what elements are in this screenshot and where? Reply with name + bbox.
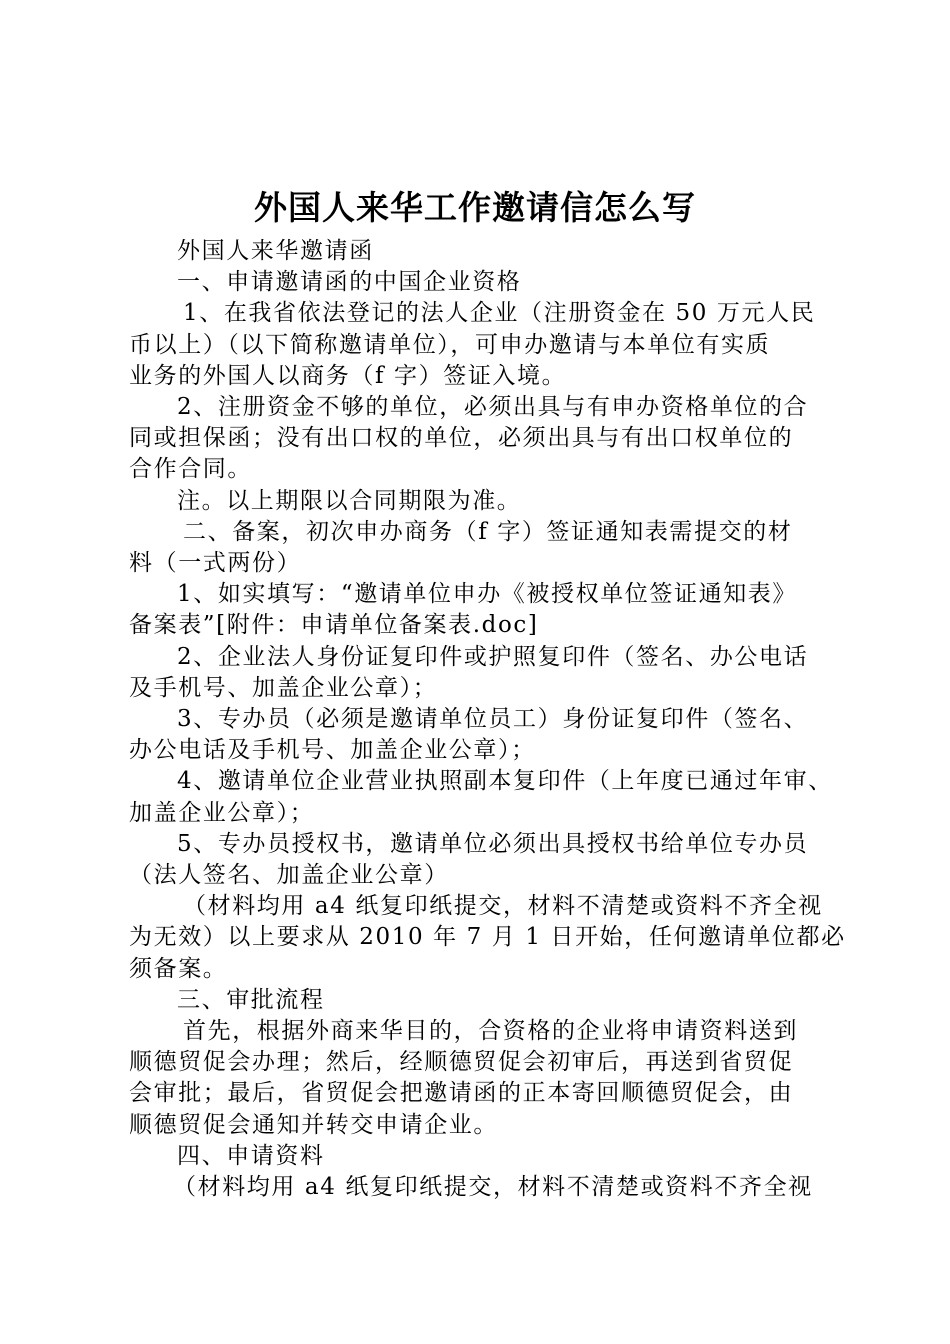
text-line: 一、申请邀请函的中国企业资格 [177, 269, 522, 296]
text-line: 2、注册资金不够的单位，必须出具与有申办资格单位的合 [177, 394, 809, 421]
text-line: 顺德贸促会办理；然后，经顺德贸促会初审后，再送到省贸促 [129, 1049, 794, 1076]
text-line: 顺德贸促会通知并转交申请企业。 [129, 1111, 498, 1138]
text-line: 料（一式两份） [129, 550, 302, 577]
document-body [129, 236, 846, 1203]
text-line: 四、申请资料 [177, 1142, 325, 1169]
text-line: 币以上）（以下简称邀请单位），可申办邀请与本单位有实质 [129, 331, 771, 358]
text-line: 4、邀请单位企业营业执照副本复印件（上年度已通过年审、 [177, 768, 833, 795]
text-line: 5、专办员授权书，邀请单位必须出具授权书给单位专办员 [177, 830, 809, 857]
text-line: 二、备案，初次申办商务（f 字）签证通知表需提交的材 [183, 518, 793, 545]
text-line: 2、企业法人身份证复印件或护照复印件（签名、办公电话 [177, 643, 809, 670]
text-line: 办公电话及手机号、加盖企业公章）； [129, 737, 536, 764]
text-line: 业务的外国人以商务（f 字）签证入境。 [129, 362, 567, 389]
text-line: 合作合同。 [129, 456, 252, 483]
text-line: 须备案。 [129, 955, 228, 982]
text-line: 会审批；最后，省贸促会把邀请函的正本寄回顺德贸促会，由 [129, 1080, 794, 1107]
text-line: 同或担保函；没有出口权的单位，必须出具与有出口权单位的 [129, 425, 794, 452]
document-title: 外国人来华工作邀请信怎么写 [254, 188, 696, 227]
text-line: 首先，根据外商来华目的，合资格的企业将申请资料送到 [183, 1018, 798, 1045]
text-line: 外国人来华邀请函 [177, 238, 374, 264]
text-line: 3、专办员（必须是邀请单位员工）身份证复印件（签名、 [177, 706, 809, 733]
text-line: 1、在我省依法登记的法人企业（注册资金在 50 万元人民 [183, 300, 816, 327]
text-line: 1、如实填写：“邀请单位申办《被授权单位签证通知表》 [177, 581, 797, 608]
text-line: 三、审批流程 [177, 986, 325, 1013]
text-line: 备案表”[附件：申请单位备案表.doc] [129, 612, 539, 639]
text-line: （法人签名、加盖企业公章） [129, 862, 449, 889]
text-line: 为无效）以上要求从 2010 年 7 月 1 日开始，任何邀请单位都必 [129, 924, 846, 951]
text-line: 及手机号、加盖企业公章）； [129, 674, 438, 701]
text-line: （材料均用 a4 纸复印纸提交，材料不清楚或资料不齐全视 [173, 1174, 813, 1201]
text-line: 注。以上期限以合同期限为准。 [177, 487, 522, 514]
text-line: （材料均用 a4 纸复印纸提交，材料不清楚或资料不齐全视 [183, 893, 823, 920]
text-line: 加盖企业公章）； [129, 799, 315, 826]
